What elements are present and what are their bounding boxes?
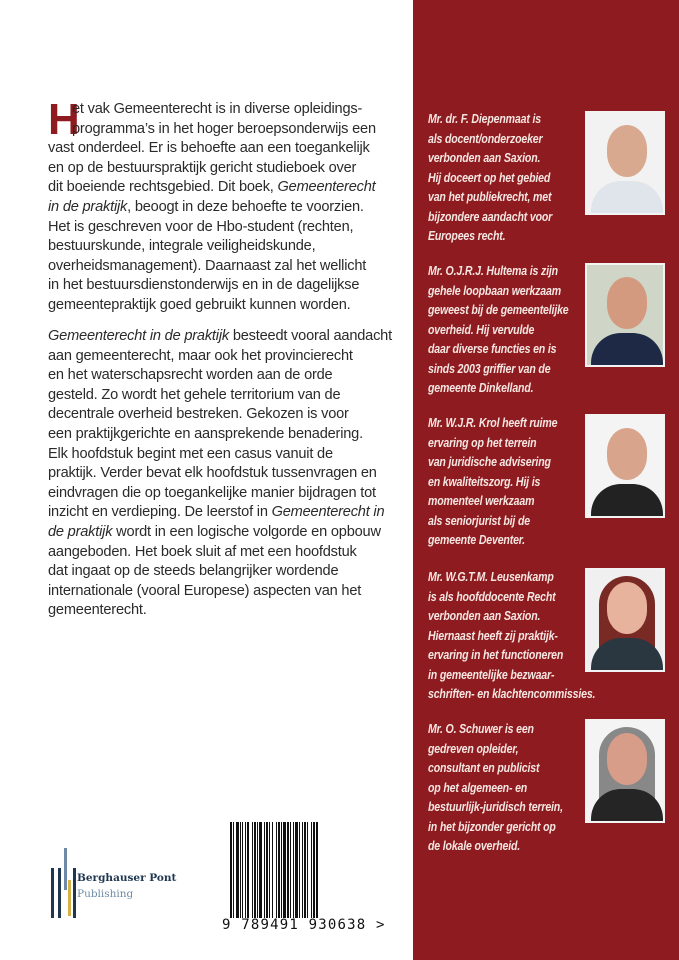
logo-bar: [64, 848, 67, 890]
text-segment: Het is geschreven voor de Hbo-student (rechten,: [48, 218, 354, 235]
text-line: [48, 139, 376, 159]
barcode: [230, 822, 370, 918]
bio-line: bijzondere aandacht voor: [428, 209, 553, 224]
text-line: [48, 484, 392, 504]
text-segment: Elk hoofdstuk begint met een casus vanuit de: [48, 445, 333, 462]
bio-line: Mr. dr. F. Diepenmaat is: [428, 112, 541, 126]
drop-cap: H: [48, 95, 80, 144]
author-photo-schuwer: [585, 719, 665, 823]
text-segment: internationale (vooral Europese) aspecten van het: [48, 582, 362, 599]
bio-line: als seniorjurist bij de: [428, 513, 530, 528]
bio-line: verbonden aan Saxion.: [428, 151, 541, 165]
text-segment: gesteld. Zo wordt het gehele territorium van de: [48, 386, 341, 403]
text-line: [48, 425, 392, 445]
publisher-logo: [47, 848, 187, 918]
bio-line: ervaring op het terrein: [428, 435, 537, 450]
text-line: [48, 159, 376, 179]
author-bio-krol: [428, 414, 582, 551]
text-segment: bestuurskunde, integrale veiligheidskunde,: [48, 238, 316, 255]
text-line: [48, 366, 392, 386]
text-line: [48, 405, 392, 425]
description-paragraph-1: [48, 95, 376, 316]
bio-line: gemeente Deventer.: [428, 533, 525, 547]
text-segment: programma’s in het hoger beroepsonderwijs een: [72, 120, 376, 137]
bio-line: gemeente Dinkelland.: [428, 381, 534, 395]
shoulders: [591, 181, 663, 215]
face: [607, 428, 647, 480]
book-title-italic: Gemeenterecht in: [271, 504, 385, 521]
logo-bar: [58, 868, 61, 918]
author-photo-hultema: [585, 263, 665, 367]
text-segment: overheidsmanagement). Daarnaast zal het wellicht: [48, 257, 367, 274]
bio-line: Mr. W.G.T.M. Leusenkamp: [428, 570, 554, 584]
text-segment: , beoogt in deze behoefte te voorzien.: [127, 198, 364, 215]
text-segment: praktijk. Verder bevat elk hoofdstuk tussenvragen en: [48, 465, 377, 482]
text-line: [48, 347, 392, 367]
text-segment: dat ingaat op de steeds belangrijker wordende: [48, 563, 339, 580]
text-segment: eindvragen die op toegankelijke manier bijdragen tot: [48, 484, 376, 501]
bio-line: en kwaliteitszorg. Hij is: [428, 474, 541, 489]
bio-line: overheid. Hij vervulde: [428, 322, 535, 337]
text-line: [48, 582, 392, 602]
bio-line: bestuurlijk-juridisch terrein,: [428, 800, 563, 814]
text-line: [48, 178, 376, 198]
bio-line: de lokale overheid.: [428, 839, 521, 853]
bio-line: Hiernaast heeft zij praktijk-: [428, 628, 558, 643]
text-line: [48, 601, 392, 621]
text-segment: wordt in een logische volgorde en opbouw: [112, 523, 381, 540]
bio-line: gedreven opleider,: [428, 741, 519, 756]
text-line: [48, 386, 392, 406]
text-line: [48, 503, 392, 523]
text-line: [48, 327, 392, 347]
text-line: [48, 237, 376, 257]
barcode-bar: [318, 822, 319, 918]
face: [607, 582, 647, 634]
text-line: [48, 543, 392, 563]
bio-line: sinds 2003 griffier van de: [428, 361, 551, 376]
book-title-italic: Gemeenterecht in de praktijk: [48, 328, 229, 344]
text-line: [48, 100, 376, 120]
logo-bar: [68, 880, 71, 916]
text-segment: gemeentepraktijk goed gebruikt kunnen worden.: [48, 296, 351, 313]
author-photo-leusenkamp: [585, 568, 665, 672]
bio-line: Mr. O. Schuwer is een: [428, 722, 534, 736]
bio-line: verbonden aan Saxion.: [428, 609, 541, 623]
face: [607, 125, 647, 177]
bio-line: in gemeentelijke bezwaar-: [428, 667, 555, 682]
shoulders: [591, 484, 663, 518]
bio-line: Mr. W.J.R. Krol heeft ruime: [428, 416, 558, 430]
text-segment: et vak Gemeenterecht is in diverse opleidings-: [72, 101, 363, 117]
text-segment: aangeboden. Het boek sluit af met een hoofdstuk: [48, 543, 357, 560]
description-paragraph-2: [48, 327, 392, 621]
bio-line: gehele loopbaan werkzaam: [428, 283, 561, 298]
face: [607, 733, 647, 785]
bio-line: geweest bij de gemeentelijke: [428, 303, 569, 317]
shoulders: [591, 333, 663, 367]
text-line: [48, 445, 392, 465]
text-line: [48, 120, 376, 140]
text-segment: inzicht en verdieping. De leerstof in: [48, 504, 272, 521]
publisher-name: Berghauser Pont: [77, 872, 177, 884]
text-line: [48, 218, 376, 238]
bio-line: van juridische advisering: [428, 455, 551, 469]
text-line: [48, 562, 392, 582]
bio-line: ervaring in het functioneren: [428, 648, 564, 662]
author-photo-diepenmaat: [585, 111, 665, 215]
text-line: [48, 198, 376, 218]
text-line: [48, 523, 392, 543]
authors-panel: [413, 0, 679, 960]
text-line: [48, 276, 376, 296]
bio-line: Europees recht.: [428, 229, 506, 243]
text-segment: vast onderdeel. Er is behoefte aan een toegankelijk: [48, 140, 370, 157]
bio-line: Hij doceert op het gebied: [428, 170, 551, 185]
text-line: [48, 464, 392, 484]
bio-line: schriften- en klachtencommissies.: [428, 687, 596, 701]
text-segment: gemeenterecht.: [48, 602, 147, 619]
author-bio-hultema: [428, 262, 595, 399]
isbn-number: 9 789491 930638 >: [222, 917, 386, 933]
logo-bar: [51, 868, 54, 918]
logo-bar: [73, 868, 76, 918]
author-bio-diepenmaat: [428, 110, 576, 247]
bio-line: momenteel werkzaam: [428, 494, 535, 508]
author-bio-schuwer: [428, 720, 589, 857]
text-segment: en het waterschapsrecht worden aan de orde: [48, 367, 333, 384]
text-segment: decentrale overheid bestreken. Gekozen is voor: [48, 406, 349, 423]
bio-line: consultant en publicist: [428, 761, 540, 775]
face: [607, 277, 647, 329]
author-photo-krol: [585, 414, 665, 518]
text-segment: een praktijkgerichte en aansprekende benadering.: [48, 425, 363, 442]
publisher-sub: Publishing: [77, 888, 134, 900]
book-title-italic: in de praktijk: [48, 198, 128, 215]
text-segment: besteedt vooral aandacht: [228, 328, 392, 344]
bio-line: daar diverse functies en is: [428, 342, 557, 356]
text-segment: aan gemeenterecht, maar ook het provincierecht: [48, 347, 353, 364]
text-segment: dit boeiende rechtsgebied. Dit boek,: [48, 179, 278, 196]
bio-line: in het bijzonder gericht op: [428, 819, 556, 834]
text-line: [48, 296, 376, 316]
bio-line: als docent/onderzoeker: [428, 131, 543, 146]
text-segment: en op de bestuurspraktijk gericht studieboek over: [48, 159, 357, 176]
bio-line: Mr. O.J.R.J. Hultema is zijn: [428, 264, 558, 278]
bio-line: op het algemeen- en: [428, 780, 528, 795]
book-title-italic: Gemeenterecht: [277, 179, 376, 196]
bio-line: van het publiekrecht, met: [428, 190, 552, 204]
text-line: [48, 257, 376, 277]
bio-line: is als hoofddocente Recht: [428, 589, 556, 604]
text-segment: in het bestuursdienstonderwijs en in de dagelijkse: [48, 277, 360, 294]
book-title-italic: de praktijk: [48, 523, 113, 540]
